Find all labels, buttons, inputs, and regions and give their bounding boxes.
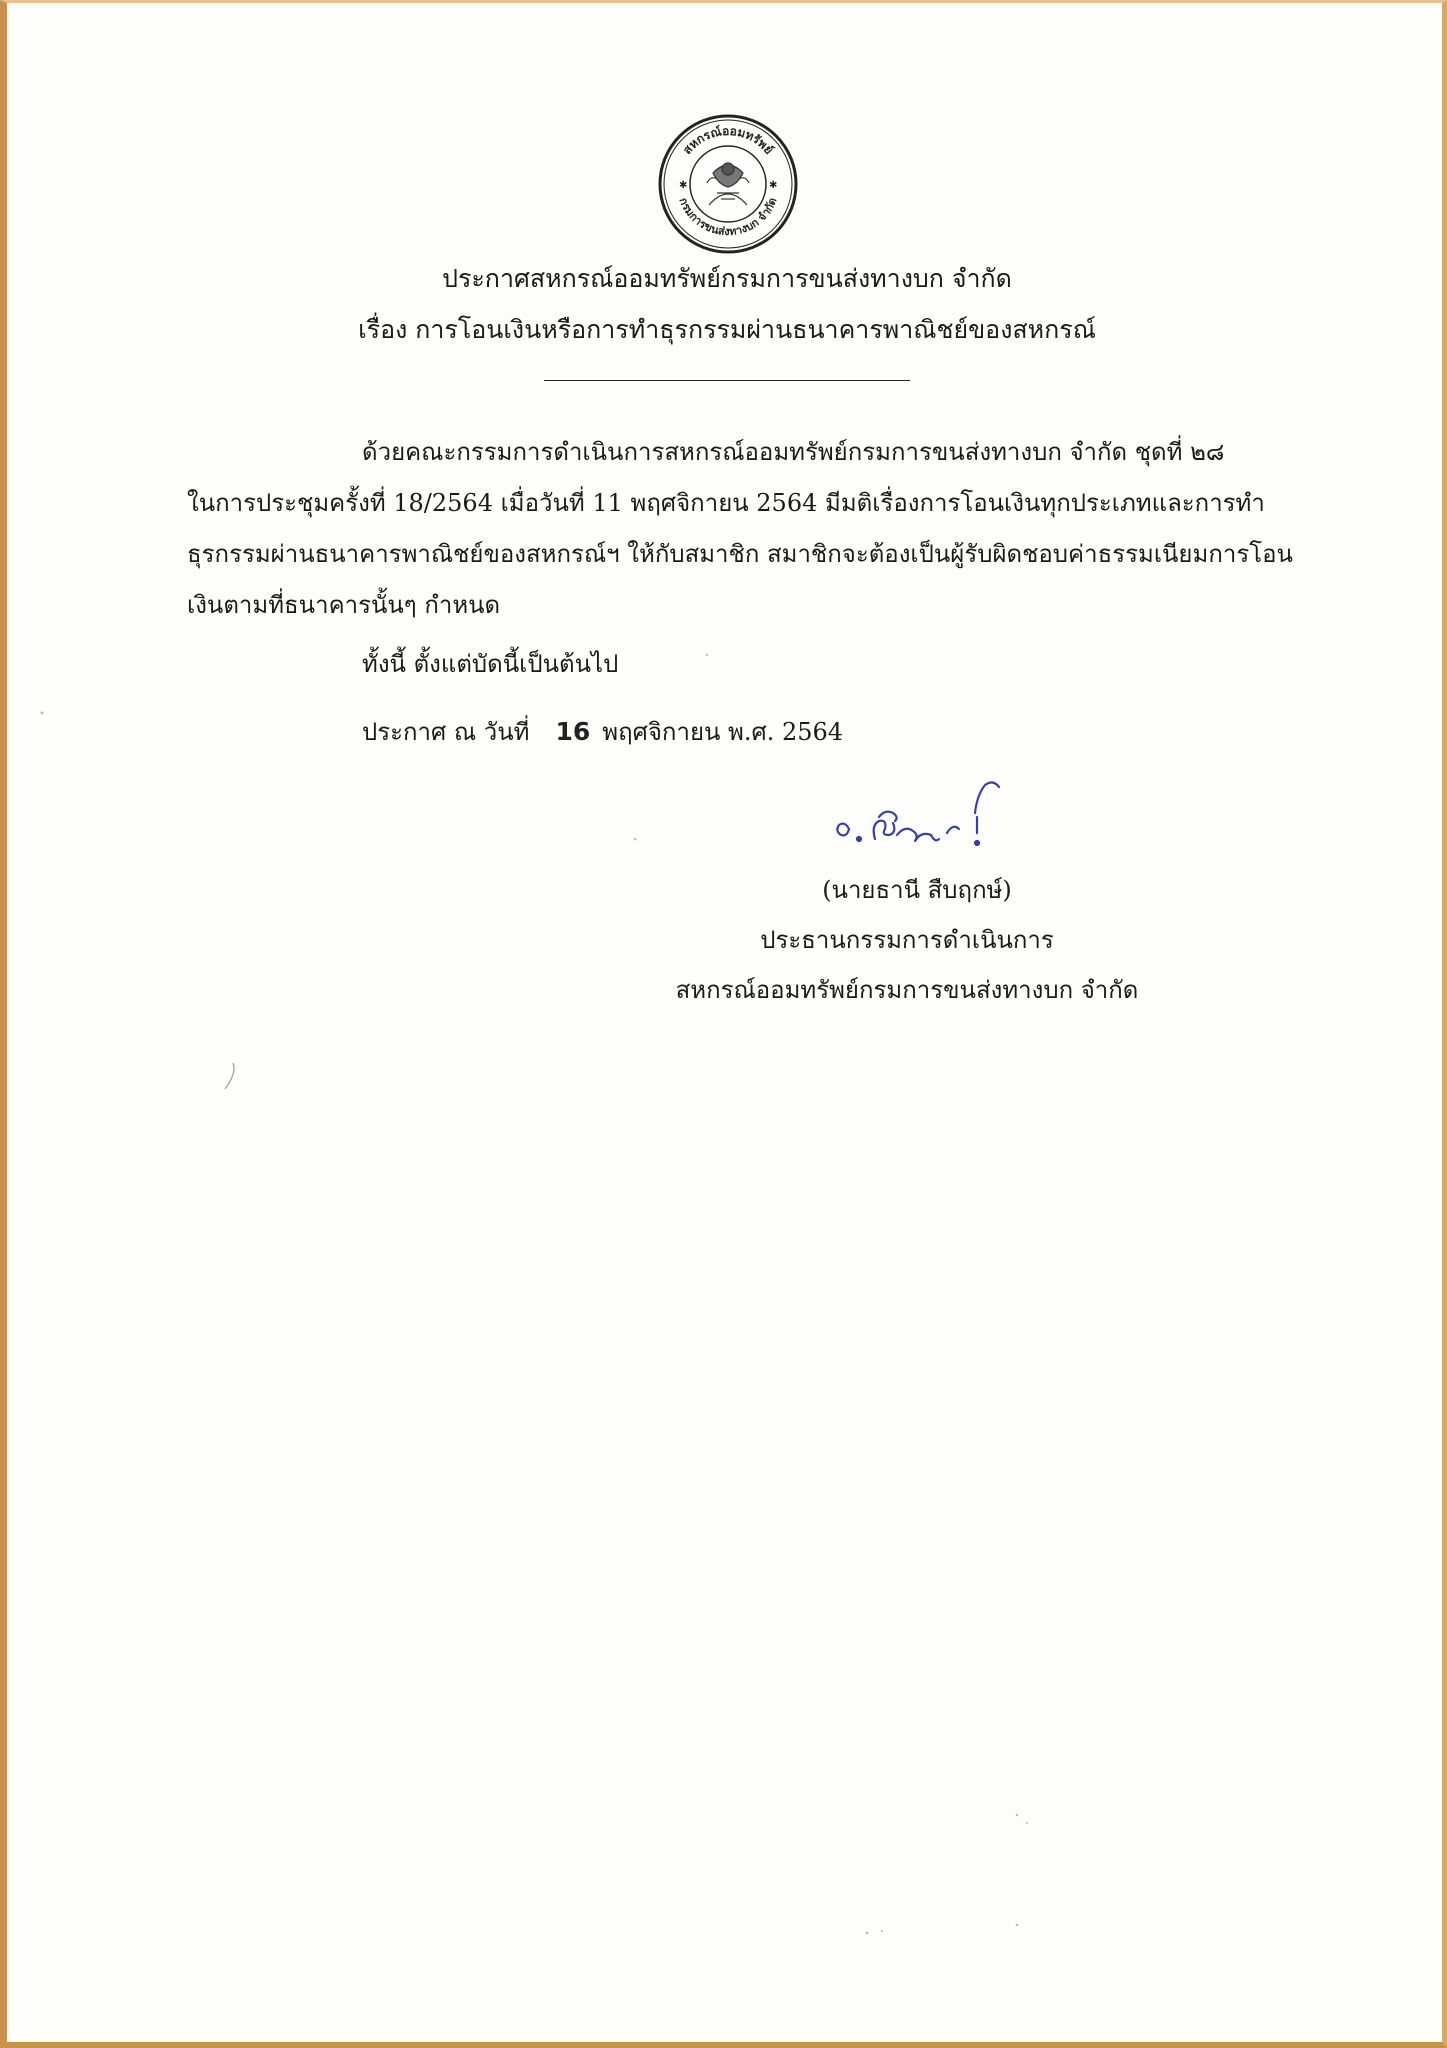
signer-organization: สหกรณ์ออมทรัพย์กรมการขนส่งทางบก จำกัด: [675, 976, 1139, 1004]
svg-text:สหกรณ์ออมทรัพย์: [680, 124, 776, 157]
signer-title: ประธานกรรมการดำเนินการ: [760, 926, 1054, 954]
body-line: ด้วยคณะกรรมการดำเนินการสหกรณ์ออมทรัพย์กรมการขนส่งทางบก จำกัด ชุดที่ ๒๘: [362, 438, 1225, 466]
body-paragraph: [187, 427, 1293, 631]
announcement-date-prefix: ประกาศ ณ วันที่: [362, 718, 530, 746]
seal-text-top: สหกรณ์ออมทรัพย์: [680, 123, 777, 157]
title-divider: [544, 380, 910, 381]
announcement-day-handwritten: 16: [555, 717, 591, 746]
seal-text-bottom: กรมการขนส่งทางบก จำกัด: [676, 195, 780, 239]
body-line: เงินตามที่ธนาคารนั้นๆ กำหนด: [187, 591, 501, 619]
effective-date-statement: ทั้งนี้ ตั้งแต่บัดนี้เป็นต้นไป: [362, 650, 619, 678]
svg-text:✱: ✱: [679, 180, 688, 191]
signer-name: (นายธานี สืบฤกษ์): [822, 876, 1012, 904]
announcement-subject: เรื่อง การโอนเงินหรือการทำธุรกรรมผ่านธนาคารพาณิชย์ของสหกรณ์: [358, 315, 1096, 344]
svg-text:✱: ✱: [769, 180, 778, 191]
announcement-month-year: พฤศจิกายน พ.ศ. 2564: [602, 718, 844, 746]
body-line: ธุรกรรมผ่านธนาคารพาณิชย์ของสหกรณ์ฯ ให้กับสมาชิก สมาชิกจะต้องเป็นผู้รับผิดชอบค่าธรรมเนียมการโอน: [187, 540, 1293, 568]
announcement-date: [362, 715, 843, 749]
svg-text:กรมการขนส่งทางบก จำกัด: [677, 196, 780, 238]
scan-specks: [7, 3, 1447, 2043]
cooperative-seal: [657, 113, 799, 255]
seal-emblem: [707, 163, 749, 205]
announcement-title: ประกาศสหกรณ์ออมทรัพย์กรมการขนส่งทางบก จำกัด: [442, 264, 1012, 293]
handwritten-signature: [827, 773, 1017, 863]
body-line: ในการประชุมครั้งที่ 18/2564 เมื่อวันที่ 11 พฤศจิกายน 2564 มีมติเรื่องการโอนเงินทุกประเภทและการทำ: [187, 489, 1265, 517]
